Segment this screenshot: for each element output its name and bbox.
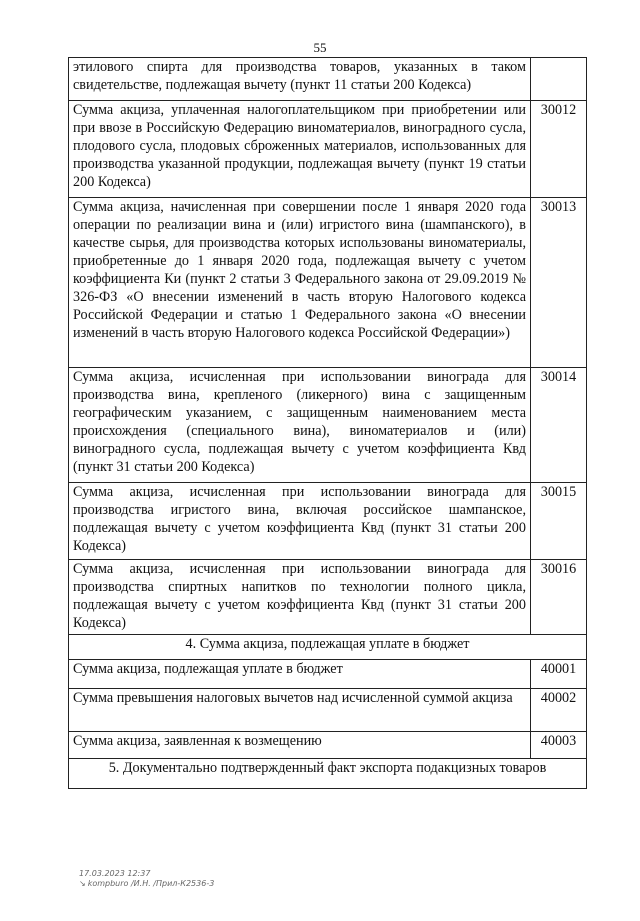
section-title: 4. Сумма акциза, подлежащая уплате в бюджет bbox=[69, 635, 587, 660]
row-description: Сумма акциза, исчисленная при использовании винограда для производства игристого вина, включая российское шампанское, подлежащая вычету с учетом коэффициента Квд (пункт 31 статьи 200 Кодекса) bbox=[69, 483, 531, 560]
footer-path-line bbox=[79, 879, 214, 889]
row-description: Сумма акциза, уплаченная налогоплательщиком при приобретении или при ввозе в Российскую Федерацию виноматериалов, виноградного сусла, плодового сусла, плодовых сброженных материалов, использованных для производства указанной продукции, подлежащая вычету (пункт 19 статьи 200 Кодекса) bbox=[69, 101, 531, 198]
section-header-row bbox=[69, 635, 587, 660]
row-description: Сумма акциза, начисленная при совершении после 1 января 2020 года операции по реализации вина и (или) игристого вина (шампанского), в качестве сырья, для производства которых использованы виноматериалы, приобретенные до 1 января 2020 года, подлежащая вычету с учетом коэффициента Ки (пункт 2 статьи 3 Федерального закона от 29.09.2019 № 326-ФЗ «О внесении изменений в часть вторую Налогового кодекса Российской Федерации и статью 1 Федерального закона «О внесении изменений в часть вторую Налогового кодекса Российской Федерации») bbox=[69, 198, 531, 368]
table-row bbox=[69, 560, 587, 635]
table-row bbox=[69, 101, 587, 198]
shortcut-icon: ↘ bbox=[79, 879, 86, 888]
section-title: 5. Документально подтвержденный факт экспорта подакцизных товаров bbox=[69, 759, 587, 789]
row-description: этилового спирта для производства товаров, указанных в таком свидетельстве, подлежащая вычету (пункт 11 статьи 200 Кодекса) bbox=[69, 58, 531, 101]
row-code: 40002 bbox=[531, 689, 587, 732]
table-row bbox=[69, 483, 587, 560]
table-row bbox=[69, 660, 587, 689]
table-row bbox=[69, 689, 587, 732]
row-description: Сумма акциза, исчисленная при использовании винограда для производства вина, крепленого (ликерного) вина с защищенным географическим указанием, с защищенным наименованием места происхождения (специального вина), виноматериалов и (или) виноградного сусла, подлежащая вычету с учетом коэффициента Квд (пункт 31 статьи 200 Кодекса) bbox=[69, 368, 531, 483]
row-code: 40003 bbox=[531, 732, 587, 759]
table-row bbox=[69, 198, 587, 368]
section-header-row bbox=[69, 759, 587, 789]
row-code bbox=[531, 58, 587, 101]
row-code: 30012 bbox=[531, 101, 587, 198]
row-description: Сумма акциза, подлежащая уплате в бюджет bbox=[69, 660, 531, 689]
page-number: 55 bbox=[313, 40, 327, 55]
row-code: 30014 bbox=[531, 368, 587, 483]
footer-timestamp: 17.03.2023 12:37 bbox=[79, 869, 151, 878]
table-row bbox=[69, 368, 587, 483]
row-code: 30015 bbox=[531, 483, 587, 560]
row-code: 30013 bbox=[531, 198, 587, 368]
table-row bbox=[69, 732, 587, 759]
row-code: 30016 bbox=[531, 560, 587, 635]
footer-path: kompburo /И.Н. /Прил-К2536-3 bbox=[87, 879, 215, 888]
table-row bbox=[69, 58, 587, 101]
row-description: Сумма превышения налоговых вычетов над исчисленной суммой акциза bbox=[69, 689, 531, 732]
row-description: Сумма акциза, заявленная к возмещению bbox=[69, 732, 531, 759]
row-code: 40001 bbox=[531, 660, 587, 689]
document-footer bbox=[79, 869, 214, 889]
row-description: Сумма акциза, исчисленная при использовании винограда для производства спиртных напитков по технологии полного цикла, подлежащая вычету с учетом коэффициента Квд (пункт 31 статьи 200 Кодекса) bbox=[69, 560, 531, 635]
excise-table bbox=[68, 57, 587, 789]
